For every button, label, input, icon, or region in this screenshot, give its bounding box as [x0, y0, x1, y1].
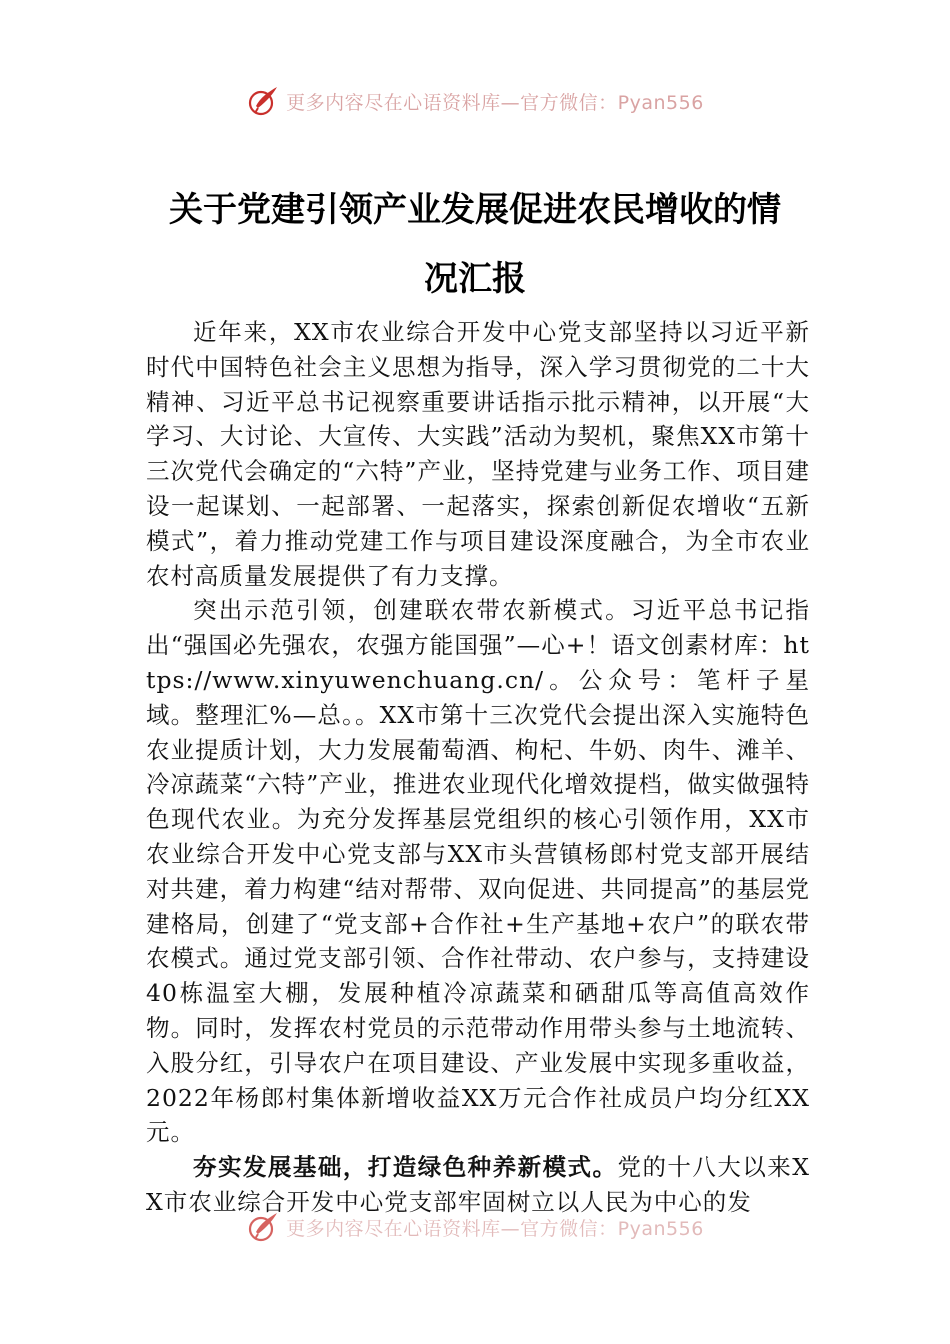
document-body	[146, 315, 810, 1220]
document-title-line1: 关于党建引领产业发展促进农民增收的情	[169, 190, 781, 230]
paragraph-3-lead: 夯实发展基础，打造绿色种养新模式。	[193, 1153, 618, 1182]
watermark-text: 更多内容尽在心语资料库—官方微信：Pyan556	[286, 91, 704, 114]
paragraph-2-text: 突出示范引领，创建联农带农新模式。习近平总书记指出“强国必先强农，农强方能国强”—心+！语文创素材库：https://www.xinyuwenchuang.cn/。公众号：笔杆子星域。整理汇%—总。。XX市第十三次党代会提出深入实施特色农业提质计划，大力发展葡萄酒、枸杞、牛奶、肉牛、滩羊、冷凉蔬菜“六特”产业，推进农业现代化增效提档，做实做强特色现代农业。为充分发挥基层党组织的核心引领作用，XX市农业综合开发中心党支部与XX市头营镇杨郎村党支部开展结对共建，着力构建“结对帮带、双向促进、共同提高”的基层党建格局，创建了“党支部+合作社+生产基地+农户”的联农带农模式。通过党支部引领、合作社带动、农户参与，支持建设40栋温室大棚，发展种植冷凉蔬菜和硒甜瓜等高值高效作物。同时，发挥农村党员的示范带动作用带头参与土地流转、入股分红，引导农户在项目建设、产业发展中实现多重收益，2022年杨郎村集体新增收益XX万元合作社成员户均分红XX元。	[146, 596, 810, 1147]
quill-logo-icon	[246, 84, 280, 118]
document-title-line2: 况汇报	[424, 259, 526, 299]
watermark-footer	[0, 1210, 950, 1244]
paragraph-1-text: 近年来，XX市农业综合开发中心党支部坚持以习近平新时代中国特色社会主义思想为指导，深入学习贯彻党的二十大精神、习近平总书记视察重要讲话指示批示精神，以开展“大学习、大讨论、大宣传、大实践”活动为契机，聚焦XX市第十三次党代会确定的“六特”产业，坚持党建与业务工作、项目建设一起谋划、一起部署、一起落实，探索创新促农增收“五新模式”，着力推动党建工作与项目建设深度融合，为全市农业农村高质量发展提供了有力支撑。	[146, 318, 810, 590]
paragraph-1	[146, 315, 810, 593]
paragraph-3-text: 党的十八大以来XX市农业综合开发中心党支部牢固树立以人民为中心的发	[146, 1153, 811, 1216]
watermark-header	[0, 84, 950, 118]
watermark-text: 更多内容尽在心语资料库—官方微信：Pyan556	[286, 1217, 704, 1240]
paragraph-2	[146, 593, 810, 1150]
quill-logo-icon	[246, 1210, 280, 1244]
